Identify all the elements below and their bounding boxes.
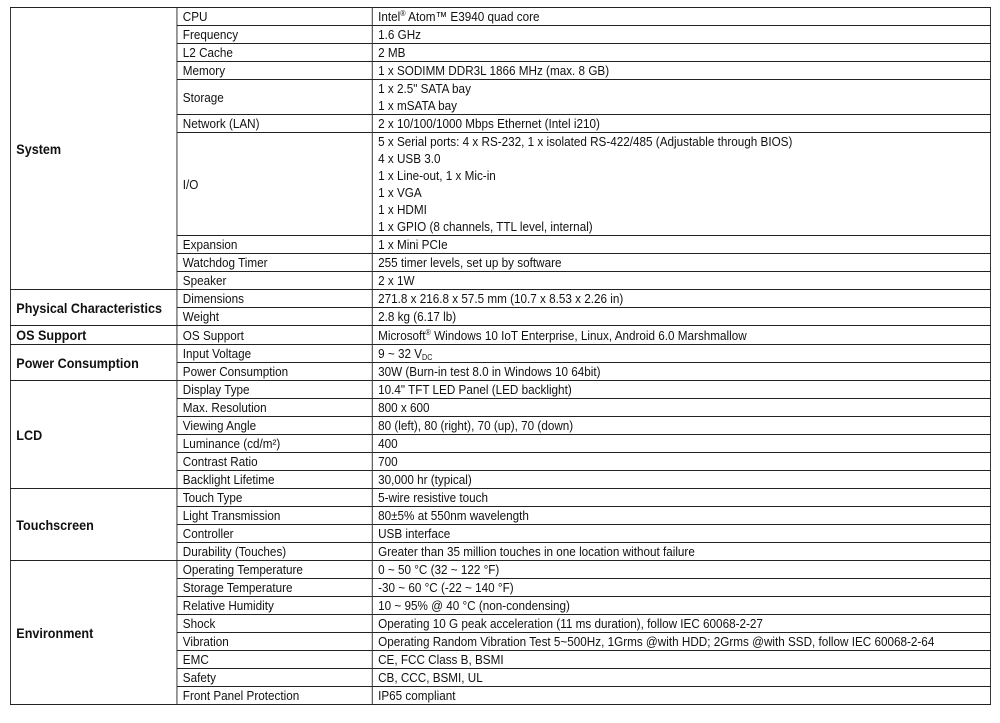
spec-value (372, 308, 990, 326)
spec-value-line (378, 236, 985, 253)
spec-label: CPU (177, 8, 372, 26)
spec-value (372, 363, 990, 381)
spec-label: Touch Type (177, 489, 372, 507)
spec-table (10, 7, 991, 705)
spec-label: Durability (Touches) (177, 543, 372, 561)
section-category: Touchscreen (10, 489, 177, 561)
spec-value-line (378, 615, 985, 632)
spec-value (372, 453, 990, 471)
spec-value-text: 2 x 1W (378, 273, 415, 288)
spec-value-text: 1 x GPIO (8 channels, TTL level, internal) (378, 219, 593, 234)
spec-value (372, 543, 990, 561)
spec-value-text: Intel (378, 9, 401, 24)
spec-value-line (378, 687, 985, 704)
spec-value (372, 579, 990, 597)
spec-value (372, 115, 990, 133)
spec-value (372, 669, 990, 687)
spec-value (372, 290, 990, 308)
spec-value (372, 44, 990, 62)
spec-label: Storage (177, 80, 372, 115)
spec-value-line (378, 669, 985, 686)
spec-label: Luminance (cd/m²) (177, 435, 372, 453)
spec-value (372, 525, 990, 543)
spec-value-text: 400 (378, 436, 398, 451)
spec-row (10, 381, 990, 399)
spec-value-text: IP65 compliant (378, 688, 456, 703)
spec-label: Contrast Ratio (177, 453, 372, 471)
section-category: LCD (10, 381, 177, 489)
spec-label: Vibration (177, 633, 372, 651)
spec-value-line (378, 26, 985, 43)
spec-value (372, 381, 990, 399)
spec-value-text: 1 x VGA (378, 185, 422, 200)
spec-value-line (378, 471, 985, 488)
spec-value (372, 326, 990, 345)
spec-value-text: 10.4" TFT LED Panel (LED backlight) (378, 382, 572, 397)
spec-value (372, 80, 990, 115)
spec-value-text: CE, FCC Class B, BSMI (378, 652, 504, 667)
spec-label: Storage Temperature (177, 579, 372, 597)
registered-mark: ® (400, 9, 406, 18)
spec-value (372, 597, 990, 615)
spec-value-line (378, 417, 985, 434)
spec-value-line (378, 184, 985, 201)
spec-value (372, 687, 990, 705)
spec-value-text: 5-wire resistive touch (378, 490, 488, 505)
spec-label: OS Support (177, 326, 372, 345)
spec-label: Shock (177, 615, 372, 633)
spec-row (10, 326, 990, 345)
spec-value-line (378, 507, 985, 524)
spec-value-text: 1.6 GHz (378, 27, 422, 42)
spec-value (372, 399, 990, 417)
spec-row (10, 345, 990, 363)
spec-label: Network (LAN) (177, 115, 372, 133)
spec-value-line (378, 115, 985, 132)
section-category: OS Support (10, 326, 177, 345)
spec-value (372, 651, 990, 669)
spec-label: Max. Resolution (177, 399, 372, 417)
spec-value-line (378, 167, 985, 184)
spec-value-text: Operating Random Vibration Test 5~500Hz, 1Grms @with HDD; 2Grms @with SSD, follow IEC 60068-2-64 (378, 634, 935, 649)
spec-value-line (378, 579, 985, 596)
spec-label: Controller (177, 525, 372, 543)
spec-label: Watchdog Timer (177, 254, 372, 272)
spec-value-text: 2 x 10/100/1000 Mbps Ethernet (Intel i210) (378, 116, 600, 131)
spec-value-text: 1 x Mini PCIe (378, 237, 448, 252)
spec-value (372, 471, 990, 489)
spec-label: Safety (177, 669, 372, 687)
spec-label: Speaker (177, 272, 372, 290)
spec-value (372, 62, 990, 80)
section-category: Physical Characteristics (10, 290, 177, 326)
spec-value-text: 1 x 2.5" SATA bay (378, 81, 471, 96)
section-category: System (10, 8, 177, 290)
registered-mark: ® (425, 327, 431, 337)
spec-label: Front Panel Protection (177, 687, 372, 705)
spec-value-line (378, 97, 985, 114)
spec-value-line (378, 543, 985, 560)
spec-value-line (378, 8, 985, 25)
spec-value-text: 255 timer levels, set up by software (378, 255, 562, 270)
spec-value-text: 9 ~ 32 V (378, 346, 423, 361)
spec-value-text: Greater than 35 million touches in one location without failure (378, 544, 695, 559)
spec-value-text: 1 x HDMI (378, 202, 427, 217)
spec-value-text: 2.8 kg (6.17 lb) (378, 309, 457, 324)
spec-value-text: Operating 10 G peak acceleration (11 ms duration), follow IEC 60068-2-27 (378, 616, 763, 631)
spec-label: Power Consumption (177, 363, 372, 381)
spec-value-line (378, 381, 985, 398)
spec-value-text: 10 ~ 95% @ 40 °C (non-condensing) (378, 598, 570, 613)
spec-value-text: 1 x SODIMM DDR3L 1866 MHz (max. 8 GB) (378, 63, 610, 78)
spec-value-line (378, 133, 985, 150)
spec-value-text: 2 MB (378, 45, 406, 60)
spec-value-line (378, 80, 985, 97)
spec-value-text: 1 x mSATA bay (378, 98, 458, 113)
spec-value-line (378, 453, 985, 470)
spec-value (372, 435, 990, 453)
spec-label: Dimensions (177, 290, 372, 308)
spec-label: Memory (177, 62, 372, 80)
spec-value-line (378, 399, 985, 416)
spec-label: Relative Humidity (177, 597, 372, 615)
spec-value-text: 271.8 x 216.8 x 57.5 mm (10.7 x 8.53 x 2.26 in) (378, 291, 624, 306)
spec-row (10, 561, 990, 579)
spec-value-line (378, 308, 985, 325)
spec-row (10, 290, 990, 308)
spec-value-text: USB interface (378, 526, 451, 541)
spec-value-text: 80 (left), 80 (right), 70 (up), 70 (down) (378, 418, 574, 433)
spec-row (10, 8, 990, 26)
spec-value-line (378, 525, 985, 542)
spec-value (372, 615, 990, 633)
spec-value (372, 345, 990, 363)
section-category: Power Consumption (10, 345, 177, 381)
spec-value-line (378, 489, 985, 506)
spec-value-line (378, 633, 985, 650)
spec-value-line (378, 254, 985, 271)
spec-value-text: Atom™ E3940 quad core (405, 9, 540, 24)
spec-value-line (378, 327, 985, 344)
spec-value-line (378, 651, 985, 668)
spec-value-text: Windows 10 IoT Enterprise, Linux, Android 6.0 Marshmallow (430, 327, 747, 343)
spec-value (372, 8, 990, 26)
spec-value (372, 417, 990, 435)
spec-value-text: 80±5% at 550nm wavelength (378, 508, 529, 523)
spec-value-text: 5 x Serial ports: 4 x RS-232, 1 x isolated RS-422/485 (Adjustable through BIOS) (378, 134, 793, 149)
spec-label: Input Voltage (177, 345, 372, 363)
spec-label: I/O (177, 133, 372, 236)
spec-value-text: 30,000 hr (typical) (378, 472, 472, 487)
spec-label: Backlight Lifetime (177, 471, 372, 489)
spec-value-line (378, 150, 985, 167)
spec-value (372, 272, 990, 290)
spec-label: Operating Temperature (177, 561, 372, 579)
spec-label: Frequency (177, 26, 372, 44)
spec-value-text: 30W (Burn-in test 8.0 in Windows 10 64bit) (378, 364, 601, 379)
spec-label: Expansion (177, 236, 372, 254)
spec-value-line (378, 290, 985, 307)
spec-value-line (378, 345, 985, 362)
spec-value (372, 236, 990, 254)
spec-value-text: 800 x 600 (378, 400, 430, 415)
spec-value-text: -30 ~ 60 °C (-22 ~ 140 °F) (378, 580, 514, 595)
spec-label: Weight (177, 308, 372, 326)
spec-value-line (378, 62, 985, 79)
spec-value-text: 4 x USB 3.0 (378, 151, 441, 166)
spec-value (372, 26, 990, 44)
spec-label: Display Type (177, 381, 372, 399)
spec-value (372, 489, 990, 507)
spec-value (372, 133, 990, 236)
spec-value-line (378, 44, 985, 61)
spec-value-line (378, 218, 985, 235)
spec-value-text: 700 (378, 454, 398, 469)
spec-value-line (378, 561, 985, 578)
spec-label: EMC (177, 651, 372, 669)
spec-label: Light Transmission (177, 507, 372, 525)
spec-value (372, 254, 990, 272)
spec-value-text: 1 x Line-out, 1 x Mic-in (378, 168, 496, 183)
subscript-text: DC (422, 353, 433, 362)
spec-value-line (378, 201, 985, 218)
spec-value-line (378, 272, 985, 289)
spec-value-line (378, 435, 985, 452)
spec-value (372, 633, 990, 651)
section-category: Environment (10, 561, 177, 705)
spec-value-line (378, 363, 985, 380)
spec-value-text: Microsoft (378, 327, 426, 343)
spec-label: Viewing Angle (177, 417, 372, 435)
spec-table-body (10, 8, 990, 705)
spec-row (10, 489, 990, 507)
spec-value (372, 561, 990, 579)
spec-value-line (378, 597, 985, 614)
spec-value-text: 0 ~ 50 °C (32 ~ 122 °F) (378, 562, 500, 577)
spec-label: L2 Cache (177, 44, 372, 62)
spec-value-text: CB, CCC, BSMI, UL (378, 670, 483, 685)
spec-value (372, 507, 990, 525)
